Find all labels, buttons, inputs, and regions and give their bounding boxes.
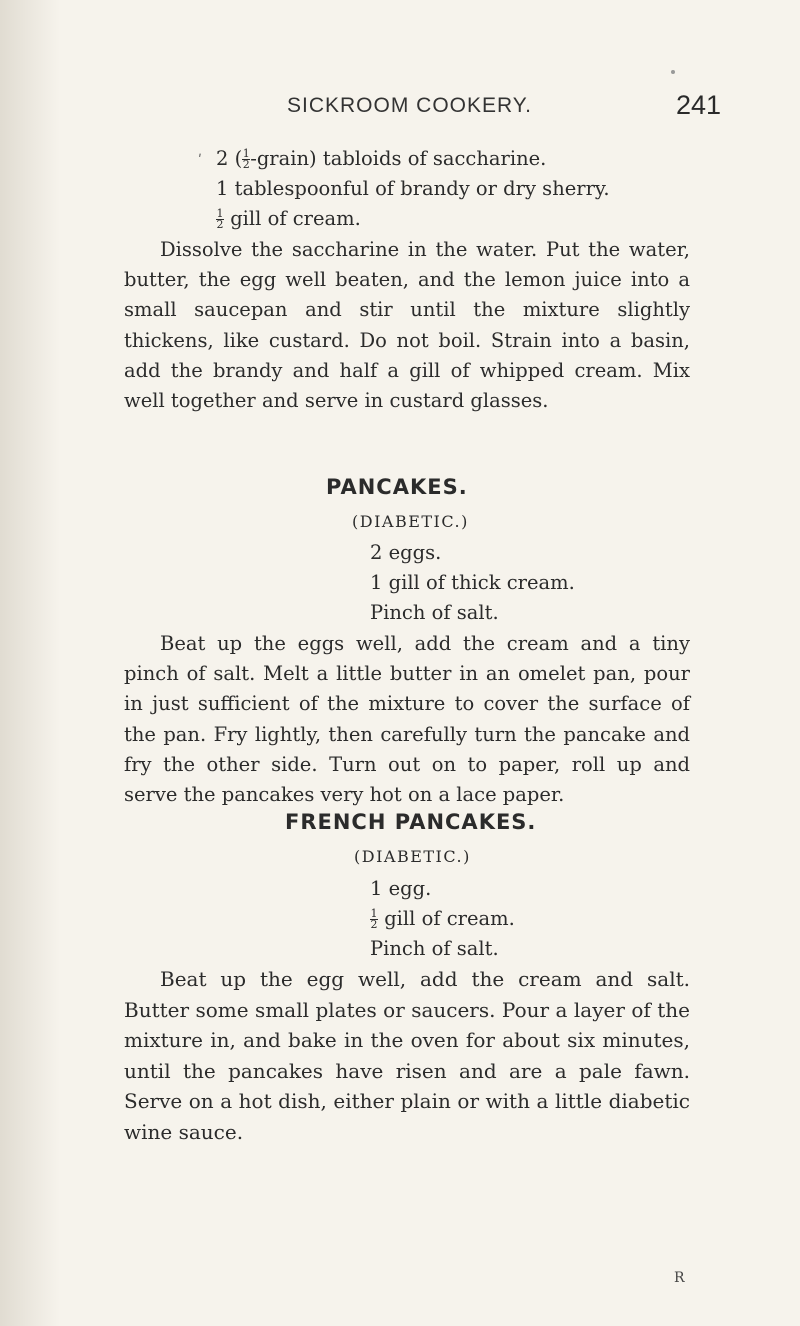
ingredient-qty: 2 bbox=[216, 147, 229, 170]
fraction-denominator: 2 bbox=[216, 218, 224, 231]
print-mark: ʹ bbox=[198, 153, 202, 169]
print-speck bbox=[671, 70, 675, 74]
running-title: SICKROOM COOKERY. bbox=[287, 94, 532, 117]
recipe-subtitle: (DIABETIC.) bbox=[352, 512, 469, 531]
ingredient-line: 1 tablespoonful of brandy or dry sherry. bbox=[216, 177, 610, 200]
ingredient-text: -grain) tabloids of saccharine. bbox=[250, 147, 547, 170]
fraction bbox=[370, 909, 378, 930]
page-number: 241 bbox=[676, 90, 722, 120]
ingredient-line: 2 eggs. bbox=[370, 541, 442, 564]
fraction-numerator: 1 bbox=[242, 147, 250, 160]
ingredient-line: 1 egg. bbox=[370, 877, 432, 900]
fraction-numerator: 1 bbox=[216, 207, 224, 220]
ingredient-text: gill of cream. bbox=[224, 207, 361, 230]
binding-shadow bbox=[0, 0, 60, 1326]
ingredient-line: 1 gill of thick cream. bbox=[370, 571, 575, 594]
method-paragraph: Beat up the eggs well, add the cream and a tiny pinch of salt. Melt a little butter in an omelet pan, pour in just sufficient of the mixture to cover the surface of the pan. Fry lightly, then carefully turn the pancake and fry the other side. Turn out on to paper, roll up and serve the pancakes very hot on a lace paper. bbox=[124, 632, 690, 807]
recipe-title: PANCAKES. bbox=[326, 475, 468, 499]
recipe-subtitle: (DIABETIC.) bbox=[354, 847, 471, 866]
method-paragraph: Beat up the egg well, add the cream and salt. Butter some small plates or saucers. Pour a layer of the mixture in, and bake in the oven for about six minutes, until the pancakes have risen and are a pale fawn. Serve on a hot dish, either plain or with a little diabetic wine sauce. bbox=[124, 967, 690, 1144]
fraction-numerator: 1 bbox=[370, 907, 378, 920]
fraction bbox=[242, 149, 250, 170]
ingredient-line bbox=[216, 204, 361, 234]
fraction bbox=[216, 209, 224, 230]
running-head bbox=[0, 90, 800, 124]
signature-mark: R bbox=[674, 1270, 685, 1286]
recipe-title: FRENCH PANCAKES. bbox=[285, 810, 537, 834]
ingredient-line: Pinch of salt. bbox=[370, 601, 499, 624]
paren-open: ( bbox=[234, 147, 243, 170]
fraction-denominator: 2 bbox=[370, 918, 378, 931]
fraction-denominator: 2 bbox=[242, 158, 250, 171]
ingredient-text: gill of cream. bbox=[378, 907, 515, 930]
ingredient-line bbox=[216, 144, 546, 174]
ingredient-line bbox=[370, 904, 515, 934]
method-paragraph: Dissolve the saccharine in the water. Put the water, butter, the egg well beaten, and the lemon juice into a small saucepan and stir until the mixture slightly thickens, like custard. Do not boil. Strain into a basin, add the brandy and half a gill of whipped cream. Mix well together and serve in custard glasses. bbox=[124, 238, 690, 413]
ingredient-line: Pinch of salt. bbox=[370, 937, 499, 960]
